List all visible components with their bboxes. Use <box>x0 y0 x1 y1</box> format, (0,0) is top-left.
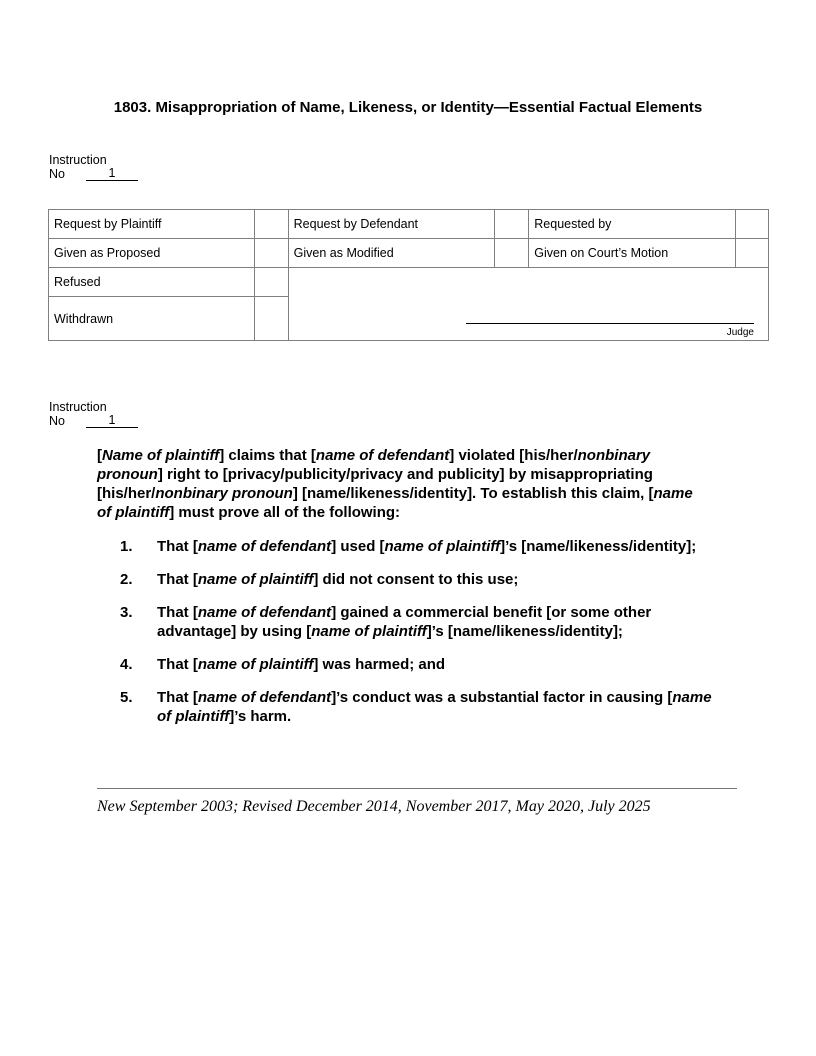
requested-by-checkbox[interactable] <box>736 210 769 239</box>
text-run: That [ <box>157 538 198 555</box>
placeholder-text: name of plaintiff <box>157 689 712 725</box>
table-row <box>49 239 769 268</box>
placeholder-text: name of defendant <box>197 689 332 706</box>
placeholder-text: name of plaintiff <box>197 656 314 673</box>
withdrawn-label: Withdrawn <box>49 297 255 341</box>
request-by-plaintiff-checkbox[interactable] <box>254 210 288 239</box>
list-item <box>120 570 720 589</box>
divider <box>97 788 737 789</box>
list-item-text <box>157 655 720 674</box>
text-run: ] must prove all of the following: <box>169 504 401 521</box>
instruction-no-value[interactable]: 1 <box>86 414 138 428</box>
list-item-number: 4. <box>120 656 133 673</box>
given-as-proposed-label: Given as Proposed <box>49 239 255 268</box>
withdrawn-checkbox[interactable] <box>254 297 288 341</box>
given-as-modified-checkbox[interactable] <box>495 239 529 268</box>
placeholder-text: name of defendant <box>197 604 332 621</box>
given-on-courts-motion-checkbox[interactable] <box>736 239 769 268</box>
list-item-text <box>157 570 720 589</box>
text-run: ]’s [name/likeness/identity]; <box>500 538 697 555</box>
given-on-courts-motion-label: Given on Court’s Motion <box>529 239 736 268</box>
placeholder-text: name of plaintiff <box>197 571 314 588</box>
text-run: ] did not consent to this use; <box>313 571 519 588</box>
text-run: That [ <box>157 689 198 706</box>
document-title: 1803. Misappropriation of Name, Likeness, or Identity—Essential Factual Elements <box>113 99 703 116</box>
judge-signature-line[interactable] <box>466 323 754 324</box>
list-item-text <box>157 603 720 641</box>
judge-label: Judge <box>726 327 754 338</box>
list-item <box>120 537 720 556</box>
placeholder-text: name of defendant <box>315 447 450 464</box>
placeholder-text: nonbinary pronoun <box>97 447 651 483</box>
requested-by-label: Requested by <box>529 210 736 239</box>
list-item-number: 2. <box>120 571 133 588</box>
placeholder-text: name of plaintiff <box>311 623 427 640</box>
instruction-label: Instruction <box>49 153 107 167</box>
instruction-no-label: No <box>49 167 65 181</box>
table-row <box>49 210 769 239</box>
given-as-proposed-checkbox[interactable] <box>254 239 288 268</box>
table-row <box>49 268 769 297</box>
text-run: ] violated [his/her/ <box>449 447 578 464</box>
text-run: That [ <box>157 571 198 588</box>
placeholder-text: nonbinary pronoun <box>155 485 293 502</box>
text-run: ] [name/likeness/identity]. To establish this claim, [ <box>292 485 654 502</box>
list-item <box>120 655 720 674</box>
instruction-number-top <box>49 153 138 181</box>
request-by-defendant-label: Request by Defendant <box>288 210 495 239</box>
judge-signature-area <box>288 268 768 341</box>
placeholder-text: name of defendant <box>197 538 332 555</box>
text-run: ]’s conduct was a substantial factor in causing [ <box>331 689 673 706</box>
text-run: ] gained a commercial benefit [or some other advantage] by using [ <box>157 604 652 640</box>
list-item <box>120 603 720 641</box>
text-run: ] claims that [ <box>219 447 316 464</box>
placeholder-text: name of plaintiff <box>384 538 501 555</box>
refused-checkbox[interactable] <box>254 268 288 297</box>
placeholder-text: name of plaintiff <box>97 485 693 521</box>
text-run: ] was harmed; and <box>313 656 446 673</box>
list-item-number: 1. <box>120 538 133 555</box>
revision-history: New September 2003; Revised December 2014, November 2017, May 2020, July 2025 <box>97 798 651 815</box>
request-disposition-table <box>48 209 769 341</box>
given-as-modified-label: Given as Modified <box>288 239 495 268</box>
text-run: ] right to [privacy/publicity/privacy and publicity] by misappropriating [his/her/ <box>97 466 653 502</box>
text-run: ] used [ <box>331 538 385 555</box>
text-run: ]’s [name/likeness/identity]; <box>426 623 623 640</box>
refused-label: Refused <box>49 268 255 297</box>
request-by-defendant-checkbox[interactable] <box>495 210 529 239</box>
instruction-intro-paragraph <box>97 446 707 522</box>
text-run: That [ <box>157 656 198 673</box>
placeholder-text: Name of plaintiff <box>102 447 220 464</box>
text-run: That [ <box>157 604 198 621</box>
instruction-no-value[interactable]: 1 <box>86 167 138 181</box>
request-by-plaintiff-label: Request by Plaintiff <box>49 210 255 239</box>
instruction-no-label: No <box>49 414 65 428</box>
text-run: ]’s harm. <box>229 708 292 725</box>
list-item-text <box>157 537 720 556</box>
essential-elements-list <box>120 537 720 740</box>
list-item <box>120 688 720 726</box>
text-run: [ <box>97 447 102 464</box>
instruction-number-bottom <box>49 400 138 428</box>
list-item-number: 3. <box>120 604 133 621</box>
instruction-label: Instruction <box>49 400 107 414</box>
list-item-text <box>157 688 720 726</box>
list-item-number: 5. <box>120 689 133 706</box>
